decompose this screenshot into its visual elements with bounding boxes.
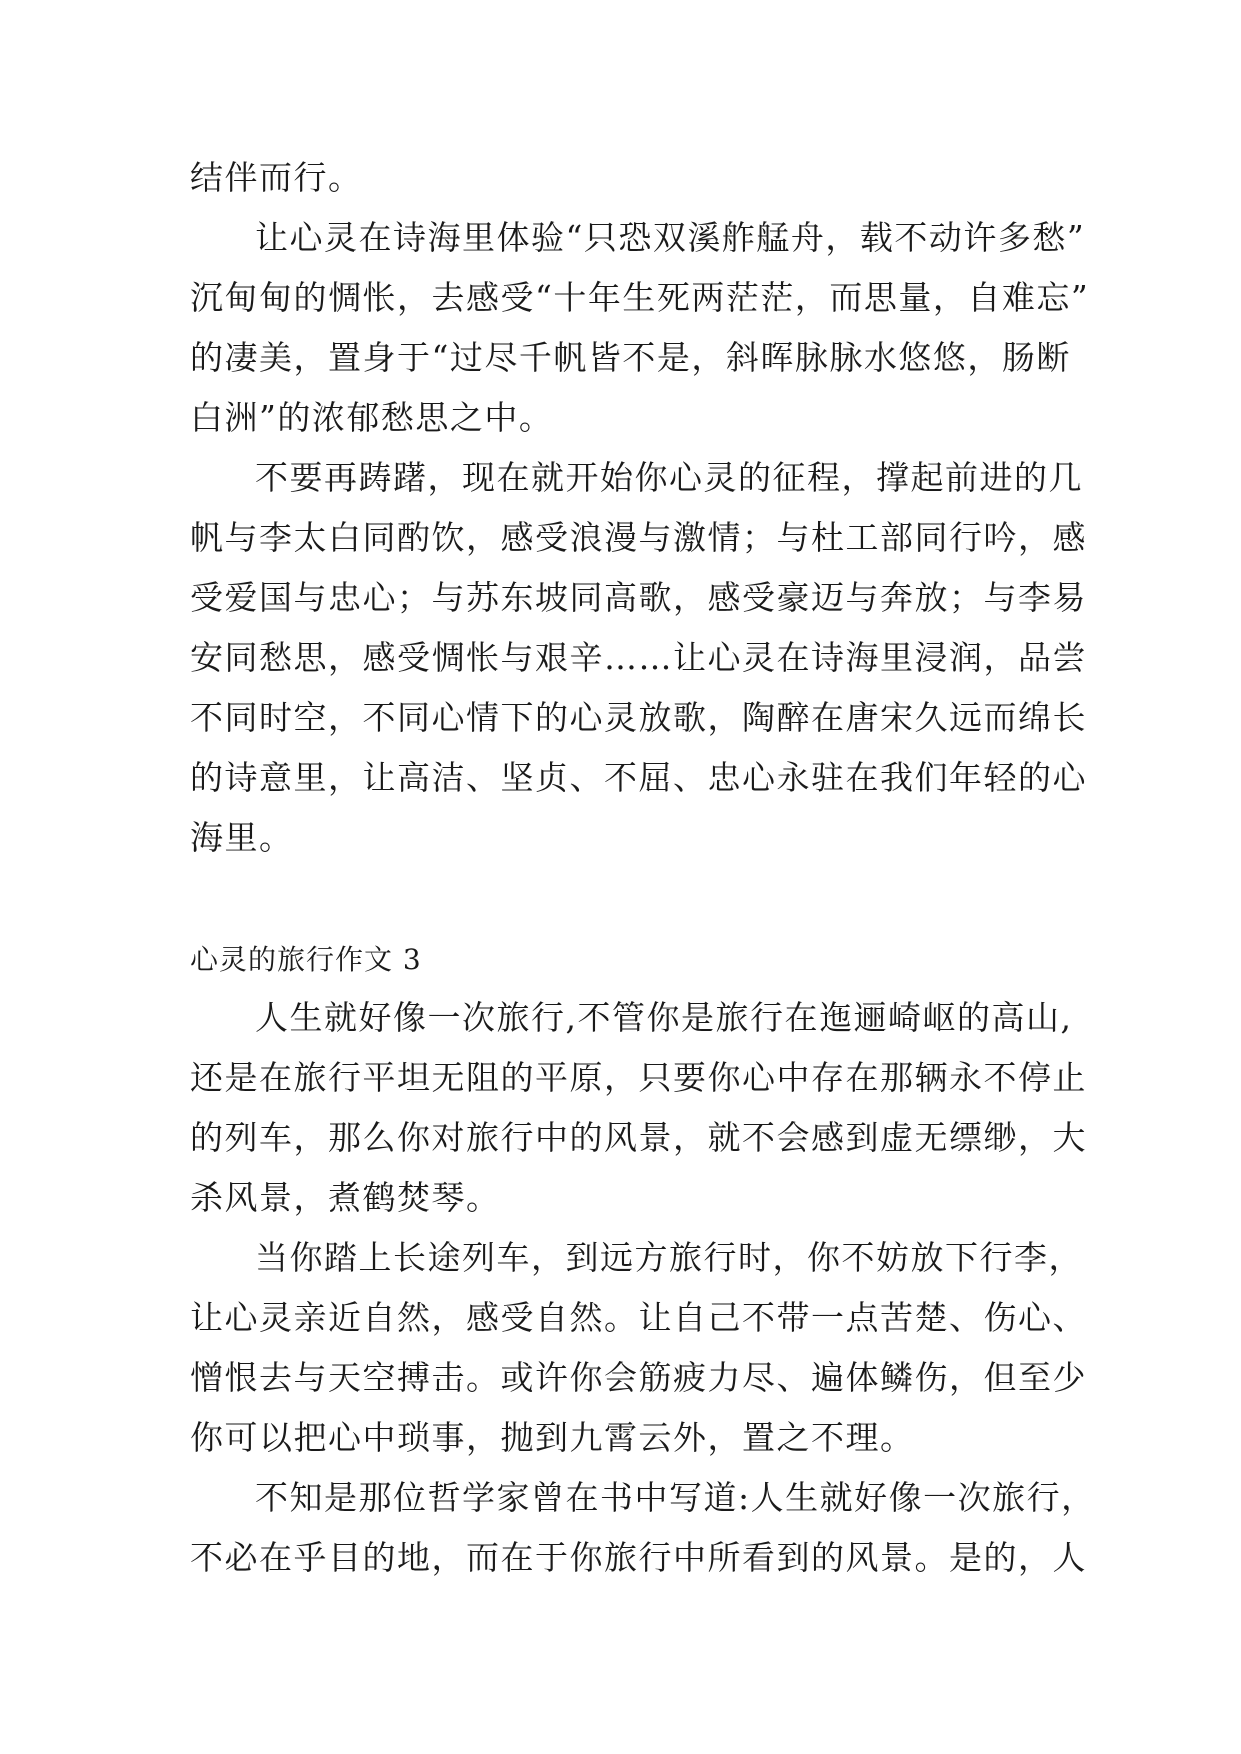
text-line: 不必在乎目的地，而在于你旅行中所看到的风景。是的，人: [190, 1538, 1087, 1577]
text-line: 白洲”的浓郁愁思之中。: [190, 398, 554, 437]
text-line: 让心灵亲近自然，感受自然。让自己不带一点苦楚、伤心、: [190, 1298, 1087, 1337]
text-line: 安同愁思，感受惆怅与艰辛……让心灵在诗海里浸润，品尝: [190, 638, 1087, 677]
text-line: 的凄美，置身于“过尽千帆皆不是，斜晖脉脉水悠悠，肠断: [190, 338, 1071, 377]
text-line: 的诗意里，让高洁、坚贞、不屈、忠心永驻在我们年轻的心: [190, 758, 1087, 797]
section-heading: 心灵的旅行作文 3: [190, 943, 422, 976]
text-line: 当你踏上长途列车，到远方旅行时，你不妨放下行李，: [255, 1238, 1083, 1277]
text-line: 不知是那位哲学家曾在书中写道:人生就好像一次旅行，: [255, 1478, 1096, 1517]
text-line: 你可以把心中琐事，抛到九霄云外，置之不理。: [190, 1418, 915, 1457]
text-line: 人生就好像一次旅行,不管你是旅行在迤逦崎岖的高山,: [255, 998, 1073, 1037]
text-line: 不同时空，不同心情下的心灵放歌，陶醉在唐宋久远而绵长: [190, 698, 1087, 737]
text-line: 受爱国与忠心；与苏东坡同高歌，感受豪迈与奔放；与李易: [190, 578, 1087, 617]
text-line: 帆与李太白同酌饮，感受浪漫与激情；与杜工部同行吟，感: [190, 518, 1087, 557]
text-line: 杀风景，煮鹤焚琴。: [190, 1178, 501, 1217]
text-line: 的列车，那么你对旅行中的风景，就不会感到虚无缥缈，大: [190, 1118, 1087, 1157]
text-line: 还是在旅行平坦无阻的平原，只要你心中存在那辆永不停止: [190, 1058, 1087, 1097]
text-line: 结伴而行。: [190, 158, 363, 197]
text-line: 沉甸甸的惆怅，去感受“十年生死两茫茫，而思量，自难忘”: [190, 278, 1090, 317]
text-line: 让心灵在诗海里体验“只恐双溪舴艋舟，载不动许多愁”: [255, 218, 1086, 257]
text-line: 海里。: [190, 818, 294, 857]
text-line: 憎恨去与天空搏击。或许你会筋疲力尽、遍体鳞伤，但至少: [190, 1358, 1087, 1397]
text-line: 不要再踌躇，现在就开始你心灵的征程，撑起前进的几: [255, 458, 1083, 497]
